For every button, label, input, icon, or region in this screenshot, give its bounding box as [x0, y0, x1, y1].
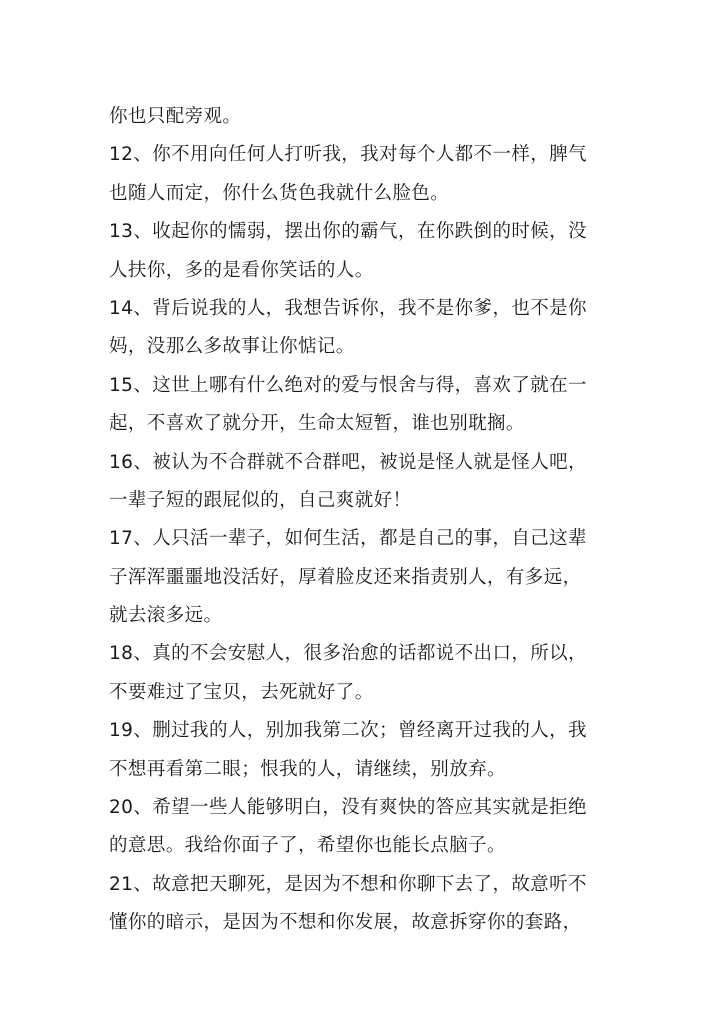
text-line: 就去滚多远。: [109, 605, 223, 627]
text-line: 你也只配旁观。: [109, 106, 242, 127]
text-line: 21、故意把天聊死，是因为不想和你聊下去了，故意听不: [109, 873, 587, 895]
text-line: 18、真的不会安慰人，很多治愈的话都说不出口，所以，: [109, 643, 587, 665]
text-line: 19、删过我的人，别加我第二次；曾经离开过我的人，我: [109, 720, 587, 742]
text-line: 13、收起你的懦弱，摆出你的霸气，在你跌倒的时候，没: [109, 221, 587, 243]
text-line: 妈，没那么多故事让你惦记。: [109, 336, 355, 358]
text-line: 子浑浑噩噩地没活好，厚着脸皮还来指责别人，有多远，: [109, 566, 582, 588]
text-line: 不想再看第二眼；恨我的人，请继续，别放弃。: [109, 758, 506, 780]
text-line: 人扶你，多的是看你笑话的人。: [109, 259, 374, 281]
text-line: 懂你的暗示，是因为不想和你发展，故意拆穿你的套路，: [109, 912, 582, 934]
body-text: [109, 98, 621, 943]
text-line: 不要难过了宝贝，去死就好了。: [109, 681, 374, 703]
text-line: 12、你不用向任何人打听我，我对每个人都不一样，脾气: [109, 144, 587, 166]
text-line: 14、背后说我的人，我想告诉你，我不是你爹，也不是你: [109, 297, 587, 319]
text-line: 一辈子短的跟屁似的，自己爽就好！: [109, 489, 412, 511]
text-line: 也随人而定，你什么货色我就什么脸色。: [109, 182, 450, 204]
text-line: 15、这世上哪有什么绝对的爱与恨舍与得，喜欢了就在一: [109, 374, 587, 396]
text-line: 起，不喜欢了就分开，生命太短暂，谁也别耽搁。: [109, 413, 525, 435]
text-line: 16、被认为不合群就不合群吧，被说是怪人就是怪人吧，: [109, 451, 587, 473]
text-line: 20、希望一些人能够明白，没有爽快的答应其实就是拒绝: [109, 797, 587, 819]
text-line: 的意思。我给你面子了，希望你也能长点脑子。: [109, 835, 506, 857]
text-line: 17、人只活一辈子，如何生活，都是自己的事，自己这辈: [109, 528, 587, 550]
